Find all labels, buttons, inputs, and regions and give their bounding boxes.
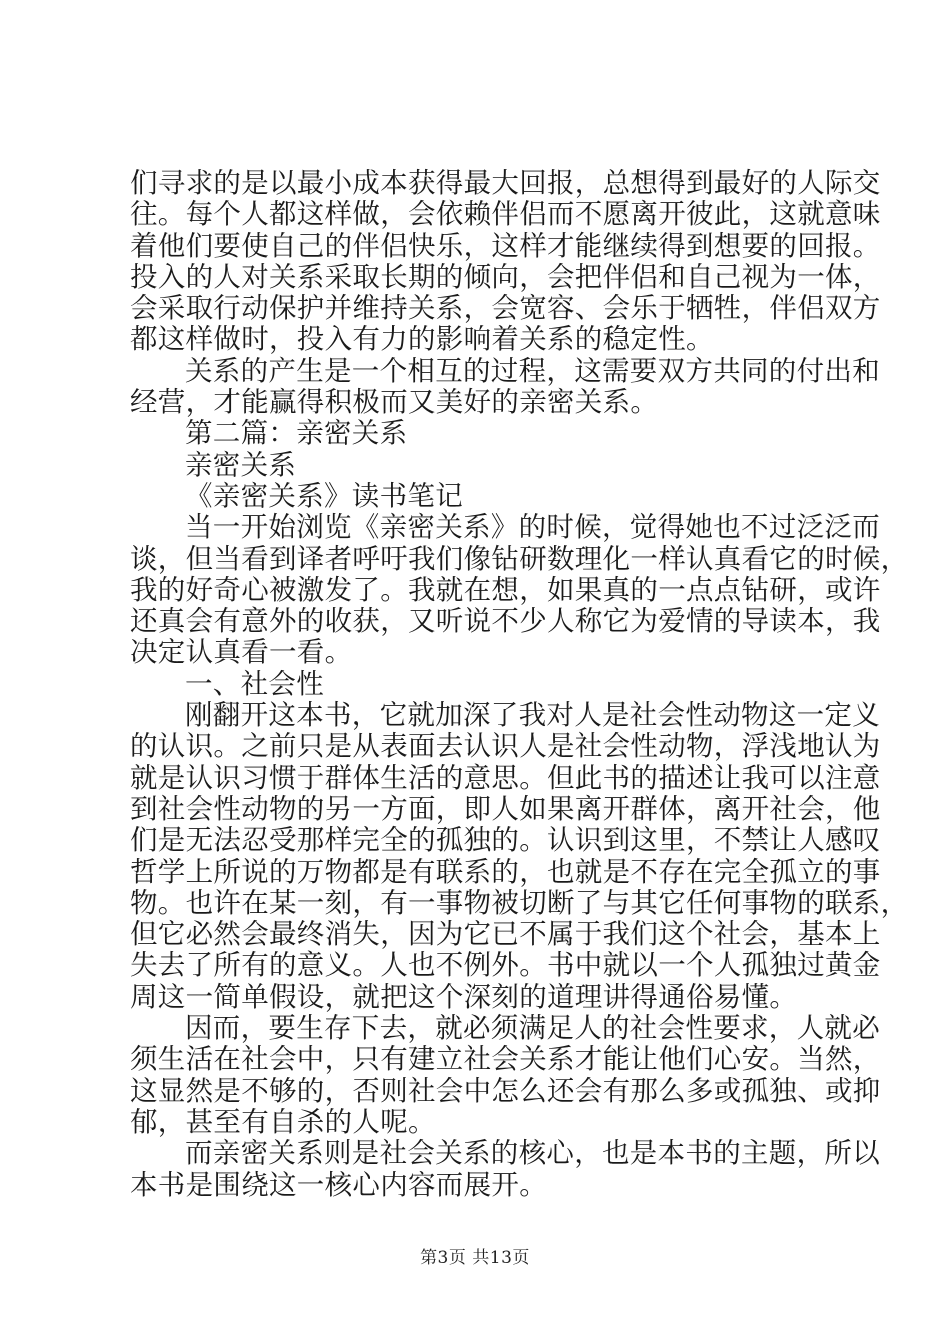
subsection-heading: 一、社会性	[185, 667, 324, 700]
text-line: 们寻求的是以最小成本获得最大回报，总想得到最好的人际交	[130, 167, 881, 199]
text-line: 往。每个人都这样做，会依赖伴侣而不愿离开彼此，这就意味	[130, 198, 881, 231]
text-line: 的认识。之前只是从表面去认识人是社会性动物，浮浅地认为	[130, 730, 881, 763]
text-line: 这显然是不够的，否则社会中怎么还会有那么多或孤独、或抑	[130, 1074, 881, 1107]
paragraph-start-line: 当一开始浏览《亲密关系》的时候，觉得她也不过泛泛而	[185, 511, 880, 544]
text-line: 谈，但当看到译者呼吁我们像钻研数理化一样认真看它的时候，	[130, 542, 909, 575]
paragraph-start-line: 因而，要生存下去，就必须满足人的社会性要求，人就必	[185, 1012, 880, 1045]
text-line: 们是无法忍受那样完全的孤独的。认识到这里，不禁让人感叹	[130, 824, 881, 857]
text-line: 失去了所有的意义。人也不例外。书中就以一个人孤独过黄金	[130, 949, 881, 982]
text-line: 会采取行动保护并维持关系，会宽容、会乐于牺牲，伴侣双方	[130, 292, 881, 325]
text-line: 我的好奇心被激发了。我就在想，如果真的一点点钻研，或许	[130, 573, 881, 606]
section-heading: 第二篇：亲密关系	[185, 417, 408, 450]
text-line: 着他们要使自己的伴侣快乐，这样才能继续得到想要的回报。	[130, 229, 881, 262]
page-number-footer: 第3页 共13页	[420, 1248, 530, 1268]
text-line: 经营，才能赢得积极而又美好的亲密关系。	[130, 386, 659, 419]
text-line: 周这一简单假设，就把这个深刻的道理讲得通俗易懂。	[130, 980, 798, 1013]
text-line: 就是认识习惯于群体生活的意思。但此书的描述让我可以注意	[130, 761, 881, 794]
section-title: 亲密关系	[185, 448, 297, 481]
document-body	[130, 167, 909, 1201]
text-line: 物。也许在某一刻，有一事物被切断了与其它任何事物的联系，	[130, 886, 909, 919]
text-line: 哲学上所说的万物都是有联系的，也就是不存在完全孤立的事	[130, 855, 881, 888]
text-line: 但它必然会最终消失，因为它已不属于我们这个社会，基本上	[130, 918, 881, 951]
text-line: 须生活在社会中，只有建立社会关系才能让他们心安。当然，	[130, 1043, 881, 1076]
text-line: 决定认真看一看。	[130, 636, 353, 669]
paragraph-start-line: 而亲密关系则是社会关系的核心，也是本书的主题，所以	[185, 1137, 880, 1170]
text-line: 投入的人对关系采取长期的倾向，会把伴侣和自己视为一体，	[130, 260, 881, 293]
text-line: 本书是围绕这一核心内容而展开。	[130, 1168, 547, 1201]
paragraph-start-line: 刚翻开这本书，它就加深了我对人是社会性动物这一定义	[185, 699, 880, 732]
paragraph-start-line: 关系的产生是一个相互的过程，这需要双方共同的付出和	[185, 354, 880, 387]
text-line: 到社会性动物的另一方面，即人如果离开群体，离开社会，他	[130, 792, 881, 825]
text-line: 郁，甚至有自杀的人呢。	[130, 1105, 436, 1138]
text-line: 还真会有意外的收获，又听说不少人称它为爱情的导读本，我	[130, 605, 881, 638]
text-line: 都这样做时，投入有力的影响着关系的稳定性。	[130, 323, 714, 356]
section-subtitle: 《亲密关系》读书笔记	[185, 479, 463, 512]
